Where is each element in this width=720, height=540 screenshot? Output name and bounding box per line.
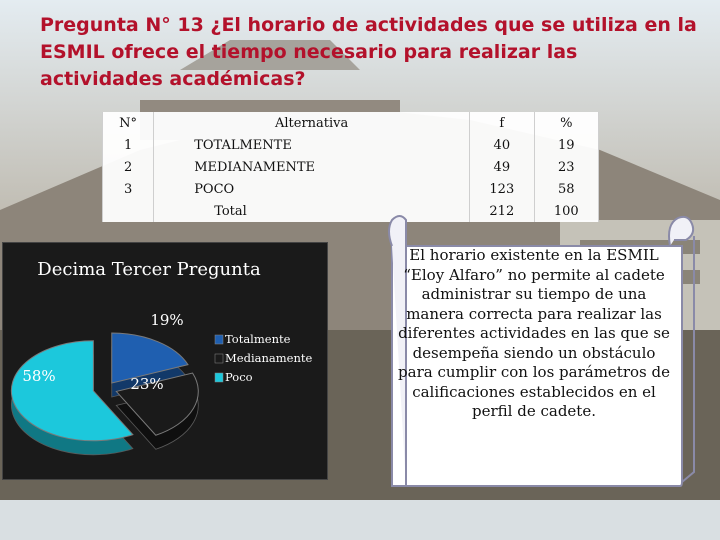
legend-label: Poco [225,370,253,384]
cell-alternative: POCO [154,178,470,200]
total-percent: 100 [534,200,598,222]
conclusion-callout [382,210,704,496]
cell-alternative: MEDIANAMENTE [154,156,470,178]
header-percent: % [534,112,598,134]
legend-swatch [215,354,223,363]
cell-percent: 19 [534,134,598,156]
cell-number [103,200,154,222]
table-row [103,156,599,178]
cell-frequency: 123 [470,178,534,200]
legend-label: Medianamente [225,351,313,365]
conclusion-text: El horario existente en la ESMIL “Eloy Alfaro” no permite al cadete administrar su tiempo de una manera correcta para realizar las diferentes actividades en las que se desempeña siendo un obstáculo para cumplir con los parámetros de calificaciones establecidos en el perfil de cadete. [398,246,670,420]
chart-title: Decima Tercer Pregunta [37,259,261,280]
legend-swatch [215,373,223,382]
cell-percent: 23 [534,156,598,178]
header-alternative: Alternativa [154,112,470,134]
header-number: N° [103,112,154,134]
table-header-row [103,112,599,134]
frequency-table [102,112,599,222]
pie-data-label: 19% [150,311,184,329]
pie-data-label: 58% [22,367,56,385]
cell-number: 3 [103,178,154,200]
pie-chart-panel [2,242,328,480]
table-row [103,178,599,200]
cell-frequency: 40 [470,134,534,156]
legend-swatch [215,335,223,344]
slide-title: Pregunta N° 13 ¿El horario de actividades que se utiliza en la ESMIL ofrece el tiempo necesario para realizar las actividades académicas? [40,14,697,90]
header-frequency: f [470,112,534,134]
pie-chart [3,243,327,479]
cell-percent: 58 [534,178,598,200]
total-frequency: 212 [470,200,534,222]
cell-alternative: TOTALMENTE [154,134,470,156]
cell-number: 2 [103,156,154,178]
legend-label: Totalmente [225,332,291,346]
cell-number: 1 [103,134,154,156]
table-row [103,134,599,156]
total-label: Total [154,200,470,222]
cell-frequency: 49 [470,156,534,178]
pie-data-label: 23% [130,375,164,393]
